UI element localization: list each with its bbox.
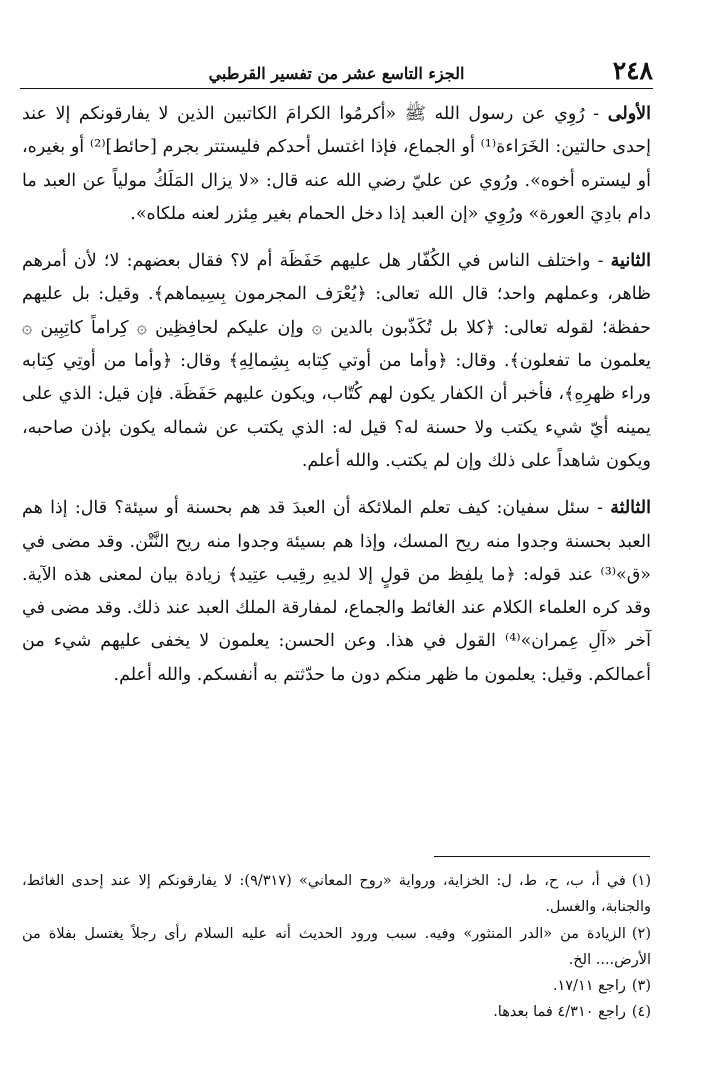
footnote-number: (٤) <box>631 1004 651 1021</box>
paragraph-text: - واختلف الناس في الكُفّار هل عليهم حَفَظَة أم لا؟ فقال بعضهم: لا؛ لأن أمرهم ظاهر، وعملهم واحد؛ قال الله تعالى: ﴿يُعْرَف المجرمون بِسِيماهم﴾. وقيل: بل عليهم حفظة؛ لقوله تعالى: ﴿كلا بل تُكَذّبون بالدين ۞ وإن عليكم لحافِظِين ۞ كِراماً كاتِبِين ۞ يعلمون ما تفعلون﴾. وقال: ﴿وأما من أوتي كِتابه بِشِمالِهِ﴾ وقال: ﴿وأما من أوتِي كِتابه وراء ظهرِهِ﴾، فأخبر أن الكفار يكون لهم كُتّاب، ويكون عليهم حَفَظَة. فإن قيل: الذي على يمينه أيّ شيء يكتب ولا حسنة له؟ قيل له: الذي يكتب عن شماله يكون بإذن صاحبه، ويكون شاهداً على ذلك وإن لم يكتب. والله أعلم. <box>22 251 651 471</box>
footnote-text: راجع ١٧/١١. <box>552 978 626 995</box>
footnote-number: (١) <box>631 873 651 889</box>
paragraph-heading: الثانية <box>610 251 651 272</box>
paragraph-second <box>22 245 651 478</box>
footnote-number: (٣) <box>631 978 651 995</box>
page-number: ٢٤٨ <box>612 56 653 85</box>
running-header <box>20 52 653 89</box>
footnote-item <box>22 973 651 999</box>
footnote-text: في أ، ب، ح، ط، ل: الخزاية، ورواية «روح المعاني» (٩/٣١٧): لا يفارقونكم إلا عند إحدى الغائط، والجنابة، والغسل. <box>22 873 651 916</box>
paragraph-third <box>22 492 651 692</box>
footnote-number: (٢) <box>631 925 651 942</box>
footnote-item <box>22 868 651 921</box>
running-title: الجزء التاسع عشر من تفسير القرطبي <box>208 64 465 83</box>
footnote-item <box>22 999 651 1025</box>
footnotes <box>22 868 651 1026</box>
footnote-text: راجع ٤/٣١٠ فما بعدها. <box>493 1004 626 1021</box>
main-text <box>22 98 651 692</box>
paragraph-text: - رُوِي عن رسول الله ﷺ «أكرمُوا الكرامَ الكاتبين الذين لا يفارقونكم إلا عند إحدى حالتين: الخَرَاءة⁽¹⁾ أو الجماع، فإذا اغتسل أحدكم فليستتر بجرم [حائط]⁽²⁾ أو بغيره، أو ليستره أخوه». ورُوي عن عليّ رضي الله عنه قال: «لا يزال المَلَكُ مولياً عن العبد ما دام بادِيَ العورة» ورُوِي «إن العبد إذا دخل الحمام بغير مِئزر لعنه ملكاه». <box>22 104 651 224</box>
paragraph-heading: الثالثة <box>610 498 651 519</box>
footnote-text: الزيادة من «الدر المنثور» وفيه. سبب ورود الحديث أنه عليه السلام رأى رجلاً يغتسل بفلاة من الأرض.... الخ. <box>22 925 651 968</box>
footnote-divider <box>434 856 650 857</box>
paragraph-text: - سئل سفيان: كيف تعلم الملائكة أن العبدَ قد هم بحسنة أو سيئة؟ قال: إذا هم العبد بحسنة وجدوا منه ريح المسك، وإذا هم بسيئة وجدوا منه ريح النَّتْن. وقد مضى في «ق»⁽³⁾ عند قوله: ﴿ما يلفِظ من قولٍ إلا لديهِ رقِيب عتِيد﴾ زيادة بيان لمعنى هذه الآية. وقد كره العلماء الكلام عند الغائط والجماع، لمفارقة الملك العبد عند ذلك. وقد مضى في آخر «آلِ عِمران»⁽⁴⁾ القول في هذا. وعن الحسن: يعلمون لا يخفى عليهم شيء من أعمالكم. وقيل: يعلمون ما ظهر منكم دون ما حدّثتم به أنفسكم. والله أعلم. <box>22 498 651 685</box>
paragraph-heading: الأولى <box>607 104 651 124</box>
footnote-item <box>22 921 651 974</box>
paragraph-first <box>22 98 651 231</box>
